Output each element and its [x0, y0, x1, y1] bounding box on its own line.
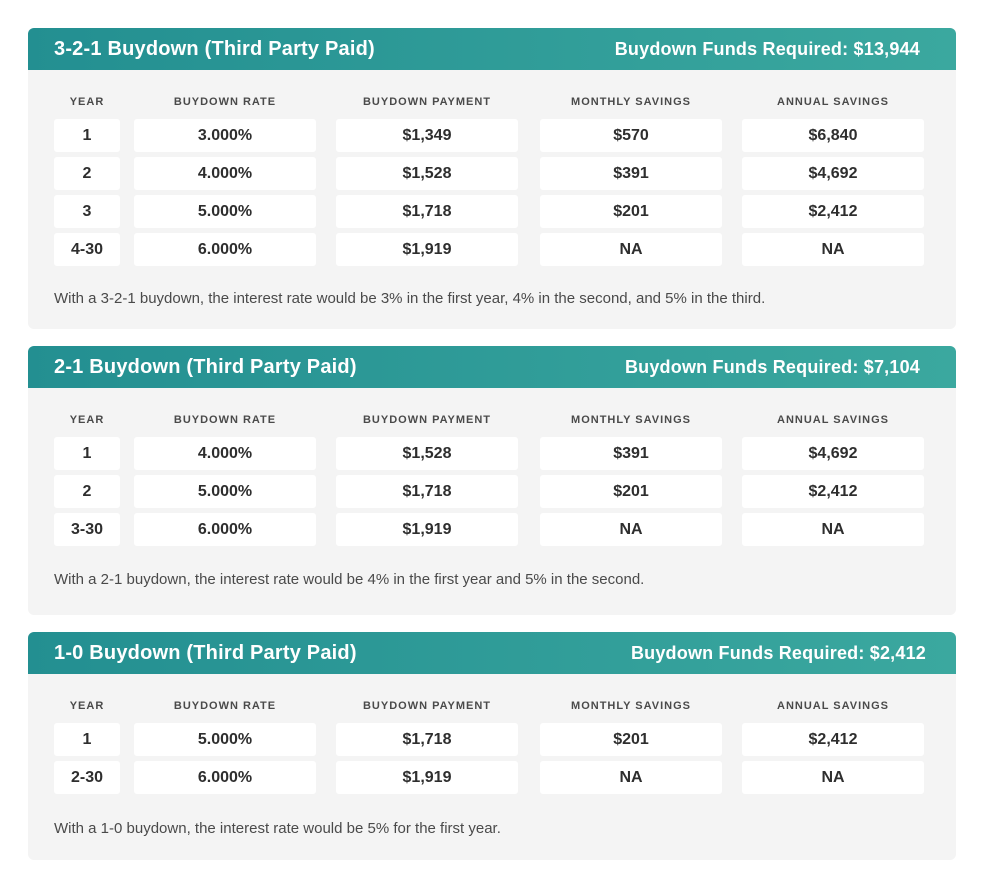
col-rate: BUYDOWN RATE [173, 414, 277, 426]
buydown-card-21 [28, 346, 956, 615]
table-row [28, 723, 956, 761]
cell-monthly: $391 [540, 437, 722, 470]
cell-monthly: $201 [540, 475, 722, 508]
cell-monthly: $201 [540, 723, 722, 756]
col-monthly: MONTHLY SAVINGS [571, 700, 691, 712]
col-payment: BUYDOWN PAYMENT [362, 700, 492, 712]
col-rate: BUYDOWN RATE [173, 700, 277, 712]
cell-year: 3-30 [54, 513, 120, 546]
col-annual: ANNUAL SAVINGS [777, 700, 889, 712]
card-header [28, 346, 956, 388]
cell-year: 1 [54, 437, 120, 470]
table-row [28, 157, 956, 195]
cell-year: 2-30 [54, 761, 120, 794]
col-monthly: MONTHLY SAVINGS [571, 414, 691, 426]
cell-rate: 5.000% [134, 723, 316, 756]
cell-rate: 4.000% [134, 157, 316, 190]
cell-payment: $1,919 [336, 513, 518, 546]
col-payment: BUYDOWN PAYMENT [362, 96, 492, 108]
cell-payment: $1,528 [336, 157, 518, 190]
cell-annual: $4,692 [742, 157, 924, 190]
cell-rate: 4.000% [134, 437, 316, 470]
col-year: YEAR [69, 700, 105, 712]
cell-payment: $1,718 [336, 723, 518, 756]
card-note: With a 1-0 buydown, the interest rate would be 5% for the first year. [54, 820, 501, 837]
column-headers [28, 414, 956, 428]
cell-year: 4-30 [54, 233, 120, 266]
cell-monthly: $201 [540, 195, 722, 228]
col-rate: BUYDOWN RATE [173, 96, 277, 108]
table-row [28, 195, 956, 233]
cell-rate: 5.000% [134, 195, 316, 228]
cell-annual: $4,692 [742, 437, 924, 470]
cell-payment: $1,718 [336, 195, 518, 228]
buydown-card-10 [28, 632, 956, 860]
card-header [28, 632, 956, 674]
cell-year: 1 [54, 723, 120, 756]
buydown-card-321 [28, 28, 956, 329]
cell-rate: 6.000% [134, 761, 316, 794]
funds-required: Buydown Funds Required: $7,104 [624, 356, 920, 377]
table-row [28, 513, 956, 551]
cell-payment: $1,528 [336, 437, 518, 470]
cell-year: 2 [54, 157, 120, 190]
table-row [28, 475, 956, 513]
column-headers [28, 700, 956, 714]
cell-monthly: $391 [540, 157, 722, 190]
cell-monthly: NA [540, 513, 722, 546]
cell-annual: NA [742, 513, 924, 546]
card-note: With a 3-2-1 buydown, the interest rate would be 3% in the first year, 4% in the second, and 5% in the third. [54, 290, 766, 307]
card-title: 1-0 Buydown (Third Party Paid) [54, 641, 357, 664]
cell-monthly: NA [540, 761, 722, 794]
col-annual: ANNUAL SAVINGS [777, 414, 889, 426]
cell-monthly: $570 [540, 119, 722, 152]
card-note: With a 2-1 buydown, the interest rate would be 4% in the first year and 5% in the second. [54, 571, 645, 588]
cell-payment: $1,718 [336, 475, 518, 508]
col-monthly: MONTHLY SAVINGS [571, 96, 691, 108]
column-headers [28, 96, 956, 110]
table-rows [28, 723, 956, 799]
cell-annual: $6,840 [742, 119, 924, 152]
cell-annual: $2,412 [742, 723, 924, 756]
cell-rate: 6.000% [134, 513, 316, 546]
col-year: YEAR [69, 414, 105, 426]
col-payment: BUYDOWN PAYMENT [362, 414, 492, 426]
card-title: 2-1 Buydown (Third Party Paid) [54, 355, 357, 378]
table-row [28, 761, 956, 799]
cell-monthly: NA [540, 233, 722, 266]
cell-payment: $1,349 [336, 119, 518, 152]
cell-payment: $1,919 [336, 761, 518, 794]
table-row [28, 119, 956, 157]
funds-required: Buydown Funds Required: $13,944 [614, 38, 920, 59]
table-row [28, 437, 956, 475]
cell-year: 1 [54, 119, 120, 152]
table-rows [28, 437, 956, 551]
cell-annual: $2,412 [742, 475, 924, 508]
cell-rate: 6.000% [134, 233, 316, 266]
cell-payment: $1,919 [336, 233, 518, 266]
card-title: 3-2-1 Buydown (Third Party Paid) [54, 37, 375, 60]
funds-required: Buydown Funds Required: $2,412 [630, 642, 926, 663]
card-header [28, 28, 956, 70]
cell-annual: $2,412 [742, 195, 924, 228]
cell-year: 3 [54, 195, 120, 228]
cell-rate: 3.000% [134, 119, 316, 152]
cell-rate: 5.000% [134, 475, 316, 508]
table-rows [28, 119, 956, 271]
cell-annual: NA [742, 761, 924, 794]
cell-annual: NA [742, 233, 924, 266]
cell-year: 2 [54, 475, 120, 508]
col-year: YEAR [69, 96, 105, 108]
col-annual: ANNUAL SAVINGS [777, 96, 889, 108]
table-row [28, 233, 956, 271]
